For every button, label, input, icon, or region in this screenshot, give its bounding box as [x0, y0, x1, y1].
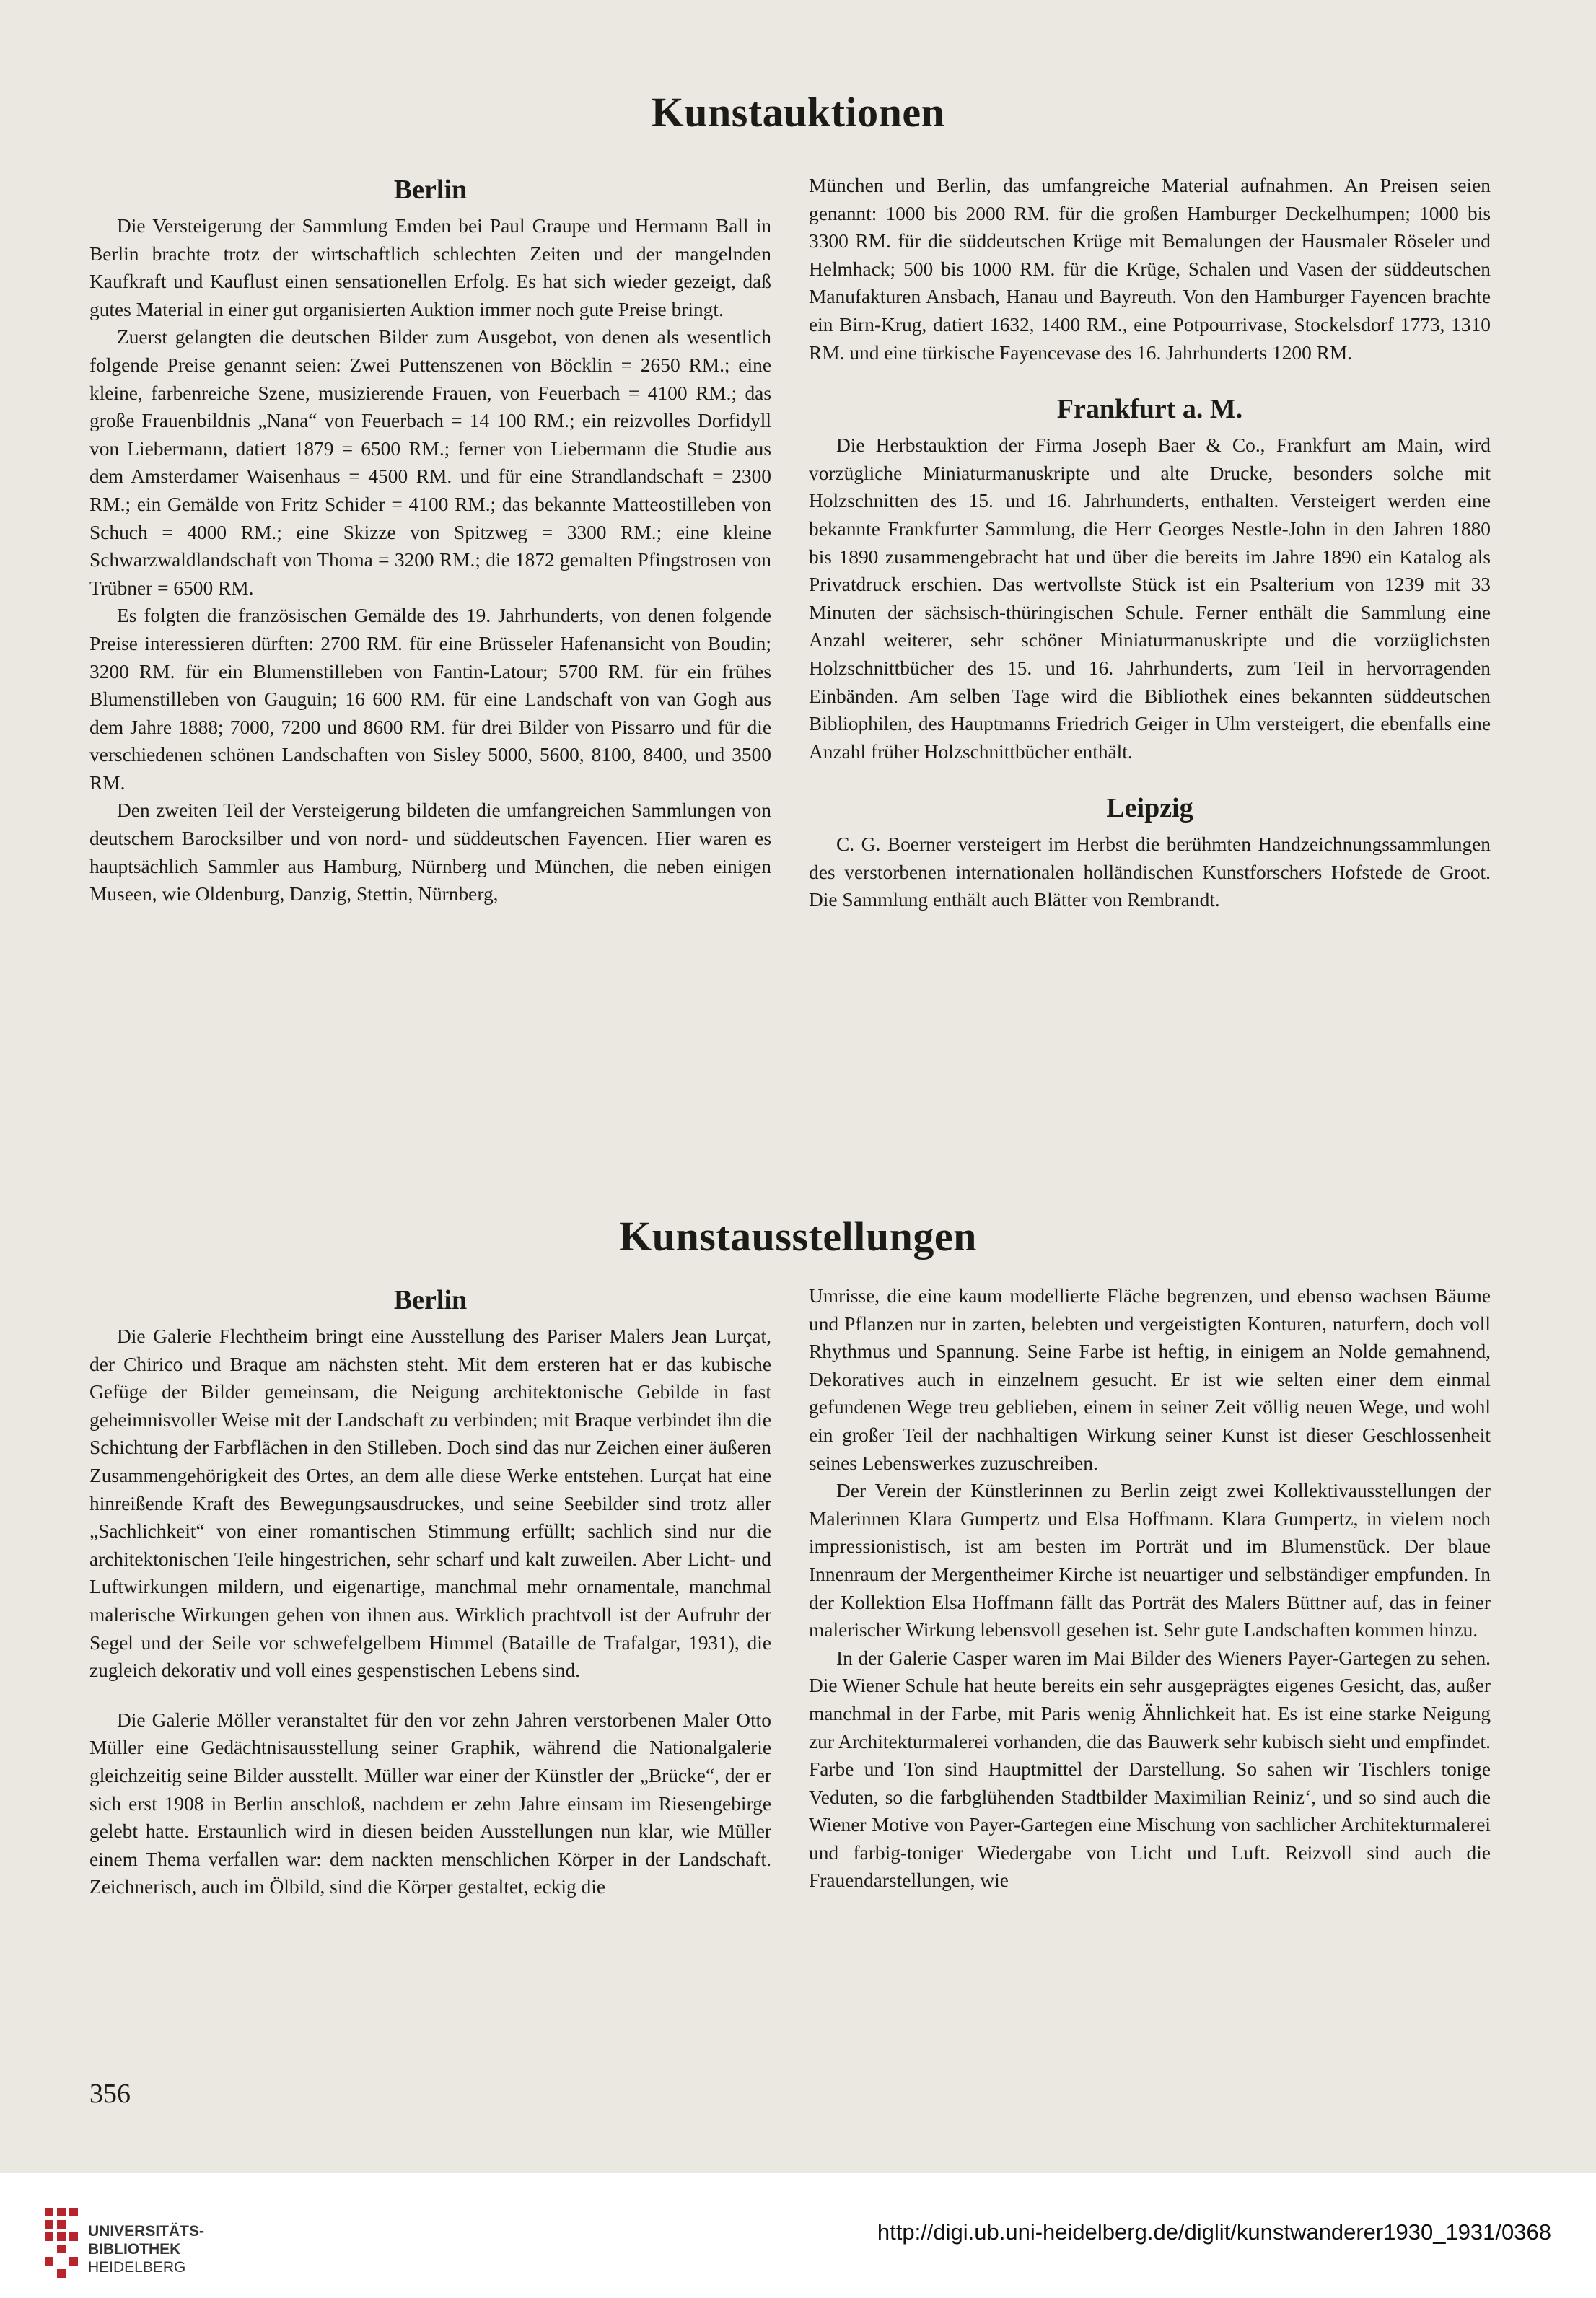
- paragraph: München und Berlin, das umfangreiche Material aufnahmen. An Preisen seien genannt: 1000 bis 2000 RM. für die großen Hamburger Deckelhumpen; 1000 bis 3300 RM. für die süddeutschen Krüge mit Bemalungen der Hausmaler Röseler und Helmhack; 500 bis 1000 RM. für die Krüge, Schalen und Vasen der süddeutschen Manufakturen Ansbach, Hanau und Bayreuth. Von den Hamburger Fayencen brachte ein Birn-Krug, datiert 1632, 1400 RM., eine Potpourrivase, Stockelsdorf 1773, 1310 RM. und eine türkische Fayencevase des 16. Jahrhunderts 1200 RM.: [809, 175, 1491, 364]
- paragraph: Es folgten die französischen Gemälde des 19. Jahrhunderts, von denen folgende Preise interessieren dürften: 2700 RM. für eine Brüsseler Hafenansicht von Boudin; 3200 RM. für ein Blumenstilleben von Fantin-Latour; 5700 RM. für ein frühes Blumenstilleben von Gauguin; 16 600 RM. für eine Landschaft von van Gogh aus dem Jahre 1888; 7000, 7200 und 8600 RM. für drei Bilder von Pissarro und für die verschiedenen schönen Landschaften von Sisley 5000, 5600, 8100, 8400, und 3500 RM.: [89, 605, 771, 794]
- institution-line-2: BIBLIOTHEK: [88, 2241, 181, 2258]
- institution-line-3: HEIDELBERG: [88, 2259, 186, 2276]
- city-heading: Berlin: [393, 175, 468, 205]
- footer-bar: [0, 2173, 1596, 2298]
- city-heading: Berlin: [393, 1285, 468, 1315]
- paragraph: Umrisse, die eine kaum modellierte Fläche begrenzen, und ebenso wachsen Bäume und Pflanzen nur in zarten, belebten und vergeistigten Konturen, naturfern, doch voll Rhythmus und Spannung. Seine Farbe ist heftig, in einigem an Nolde gemahnend, Dekoratives auch in einzelnem gesucht. Er ist wie selten einer dem einmal gefundenen Wege treu geblieben, einem in seiner Zeit völlig neuen Wege, und wohl ein großer Teil der nachhaltigen Wirkung seiner Kunst ist dieser Geschlossenheit seines Lebenswerkes zuzuschreiben.: [809, 1285, 1491, 1474]
- auktionen-column-left: [89, 172, 771, 908]
- auktionen-column-right: [809, 172, 1491, 914]
- section-title-auktionen: Kunstauktionen: [651, 89, 945, 136]
- paragraph: Der Verein der Künstlerinnen zu Berlin zeigt zwei Kollektivausstellungen der Malerinnen Klara Gumpertz und Elsa Hoffmann. Klara Gumpertz, in vielem noch impressionistisch, ist am besten im Porträt und im Blumenstück. Der blaue Innenraum der Mergentheimer Kirche ist neuartiger und selbständiger empfunden. In der Kollektion Elsa Hoffmann fällt das Porträt des Malers Büttner auf, das in feiner malerischer Wirkung lebensvoll gesehen ist. Sehr gute Landschaften kommen hinzu.: [809, 1480, 1491, 1641]
- paragraph: Die Galerie Möller veranstaltet für den vor zehn Jahren verstorbenen Maler Otto Müller eine Gedächtnisausstellung seiner Graphik, während die Nationalgalerie gleichzeitig seine Bilder ausstellt. Müller war einer der Künstler der „Brücke“, der er sich erst 1908 in Berlin anschloß, nachdem er zehn Jahre einsam im Riesengebirge gelebt hatte. Erstaunlich wird in diesen beiden Ausstellungen nun klar, wie Müller einem Thema verfallen war: dem nackten menschlichen Körper in der Landschaft. Zeichnerisch, auch im Ölbild, sind die Körper gestaltet, eckig die: [89, 1709, 771, 1898]
- paragraph: C. G. Boerner versteigert im Herbst die berühmten Handzeichnungssammlungen des verstorbenen internationalen holländischen Kunstforschers Hofstede de Groot. Die Sammlung enthält auch Blätter von Rembrandt.: [809, 833, 1491, 911]
- paragraph: Die Galerie Flechtheim bringt eine Ausstellung des Pariser Malers Jean Lurçat, der Chirico und Braque am nächsten steht. Mit dem ersteren hat er das kubische Gefüge der Bilder gemeinsam, die Neigung architektonische Gebilde in fast geheimnisvoller Weise mit der Landschaft zu verbinden; mit Braque verbindet ihn die Schichtung der Farbflächen in den Stilleben. Doch sind das nur Zeichen einer äußeren Zusammengehörigkeit des Ortes, an dem alle diese Werke entstehen. Lurçat hat eine hinreißende Kraft des Bewegungsausdruckes, und seine Seebilder sind trotz aller „Sachlichkeit“ von einer romantischen Stimmung erfüllt; sachlich sind nur die architektonischen Teile hingestrichen, sehr scharf und kalt zuweilen. Aber Licht- und Luftwirkungen mildern, und eigenartige, manchmal mehr ornamentale, manchmal malerische Wirkungen gehen von ihnen aus. Wirklich prachtvoll ist der Aufruhr der Segel und der Seile vor schwefelgelbem Himmel (Bataille de Trafalgar, 1931), die zugleich dekorativ und voll eines gespenstischen Lebens sind.: [89, 1325, 771, 1682]
- paragraph: Den zweiten Teil der Versteigerung bildeten die umfangreichen Sammlungen von deutschem Barocksilber und von nord- und süddeutschen Fayencen. Hier waren es hauptsächlich Sammler aus Hamburg, Nürnberg und München, die neben einigen Museen, wie Oldenburg, Danzig, Stettin, Nürnberg,: [89, 799, 771, 905]
- ausstellungen-column-left: [89, 1282, 771, 1901]
- institution-name: [88, 2222, 204, 2276]
- institution-line-1: UNIVERSITÄTS-: [88, 2223, 205, 2240]
- ausstellungen-column-right: [809, 1282, 1491, 1895]
- paragraph: Die Herbstauktion der Firma Joseph Baer & Co., Frankfurt am Main, wird vorzügliche Miniaturmanuskripte und alte Drucke, besonders solche mit Holzschnitten des 15. und 16. Jahrhunderts, enthalten. Versteigert werden eine bekannte Frankfurter Sammlung, die Herr Georges Nestle-John in den Jahren 1880 bis 1890 zusammengebracht hat und über die bereits im Jahre 1890 ein Katalog als Privatdruck erschien. Das wertvollste Stück ist ein Psalterium von 1239 mit 33 Minuten der sächsisch-thüringischen Schule. Ferner enthält die Sammlung eine Anzahl weiterer, sehr schöner Miniaturmanuskripte und die vorzüglichsten Holzschnittbücher des 15. und 16. Jahrhunderts, zum Teil in hervorragenden Einbänden. Am selben Tage wird die Bibliothek eines bekannten süddeutschen Bibliophilen, des Hauptmanns Friedrich Geiger in Ulm versteigert, die ebenfalls eine Anzahl früher Holzschnittbücher enthält.: [809, 434, 1491, 763]
- university-logo-icon: [45, 2208, 78, 2287]
- city-heading: Frankfurt a. M.: [1056, 394, 1243, 425]
- paragraph: Die Versteigerung der Sammlung Emden bei Paul Graupe und Hermann Ball in Berlin brachte trotz der wirtschaftlich schlechten Zeiten und der mangelnden Kaufkraft und Kauflust einen sensationellen Erfolg. Es hat sich wieder gezeigt, daß gutes Material in einer gut organisierten Auktion immer noch gute Preise bringt.: [89, 215, 771, 320]
- section-title-ausstellungen: Kunstausstellungen: [619, 1213, 977, 1260]
- source-url-link[interactable]: http://digi.ub.uni-heidelberg.de/diglit/kunstwanderer1930_1931/0368: [877, 2219, 1551, 2245]
- paragraph: Zuerst gelangten die deutschen Bilder zum Ausgebot, von denen als wesentlich folgende Preise genannt seien: Zwei Puttenszenen von Böcklin = 2650 RM.; eine kleine, farbenreiche Szene, musizierende Frauen, von Feuerbach = 4100 RM.; das große Frauenbildnis „Nana“ von Feuerbach = 14 100 RM.; ein reizvolles Dorfidyll von Liebermann, datiert 1879 = 6500 RM.; ferner von Liebermann die Studie aus dem Amsterdamer Waisenhaus = 4500 RM. und für eine Strandlandschaft = 2300 RM.; ein Gemälde von Fritz Schider = 4100 RM.; das bekannte Matteostilleben von Schuch = 4000 RM.; eine Skizze von Spitzweg = 3300 RM.; eine kleine Schwarzwaldlandschaft von Thoma = 3200 RM.; die 1872 gemalten Pfingstrosen von Trübner = 6500 RM.: [89, 326, 771, 599]
- paragraph: In der Galerie Casper waren im Mai Bilder des Wieners Payer-Gartegen zu sehen. Die Wiener Schule hat heute bereits ein sehr ausgeprägtes eigenes Gesicht, das, außer manchmal in der Farbe, mit Paris wenig Ähnlichkeit hat. Es ist eine starke Neigung zur Architekturmalerei vorhanden, die das Bauwerk sehr kubisch sieht und empfindet. Farbe und Ton sind Hauptmittel der Darstellung. So sahen wir Tischlers tonige Veduten, so die farbglühenden Stadtbilder Maximilian Reiniz‘, und so sind auch die Wiener Motive von Payer-Gartegen eine Mischung von sachlicher Architekturmalerei und farbig-toniger Wiedergabe von Licht und Luft. Reizvoll sind auch die Frauendarstellungen, wie: [809, 1646, 1491, 1892]
- city-heading: Leipzig: [1106, 793, 1193, 824]
- page-number: 356: [89, 2079, 131, 2109]
